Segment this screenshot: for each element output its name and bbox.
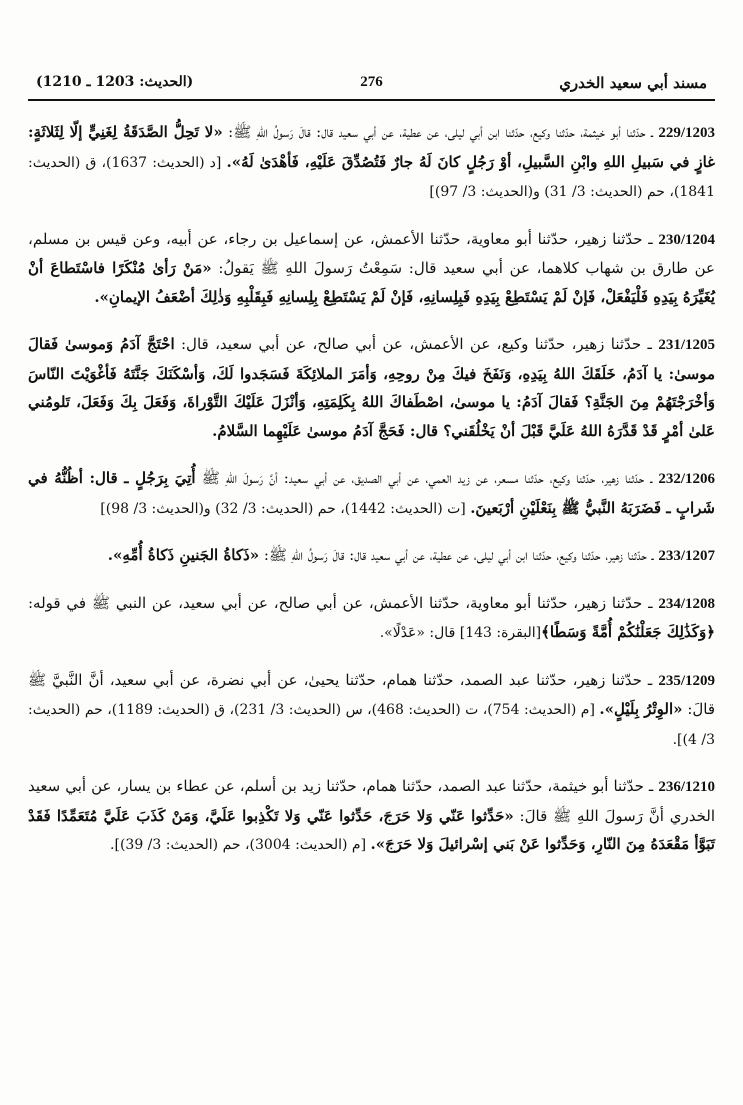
hadith-isnad: ـ حدّثنا أبو خيثمة، حدّثنا وكيع، حدّثنا ابن أبي ليلى، عن عطية، عن أبي سعيد قال: قالَ رَسولُ اللهِ ﷺ: (222, 123, 659, 141)
hadith-entry (28, 772, 715, 860)
hadith-number: 229/1203 (658, 125, 715, 141)
hadith-matn: احْتَجَّ آدَمُ وَموسىٰ فَقالَ موسىٰ: يا آدَمُ، خَلَقَكَ اللهُ بِيَدِهِ، وَنَفَخَ فيكَ مِنْ روحِهِ، وَأمَرَ الملائِكَةَ فَسَجَدوا لَكَ، وَأسْكَنَكَ جَنَّتَهُ فَأغْوَيْتَ النّاسَ وَأخْرَجْتَهُمْ مِنَ الجَنَّةِ؟ فَقالَ آدَمُ: يا موسىٰ، اصْطَفاكَ اللهُ بِكَلِمَتِهِ، وَأنْزَلَ عَلَيْكَ التَّوْراةَ، وَفَعَلَ بِكَ وَفَعَلَ، تَلومُني عَلىٰ أمْرٍ قَدْ قَدَّرَهُ اللهُ عَلَيَّ قَبْلَ أنْ يَخْلُقَني؟ قال: فَحَجَّ آدَمُ موسىٰ عَلَيْهِما السَّلامُ. (28, 335, 715, 440)
hadith-matn: «لا تَحِلُّ الصَّدَقَةُ لِغَنِيٍّ إلّا لِثَلاثَةٍ: غازٍ في سَبيلِ اللهِ وابْنِ السَّبيلِ، أوْ رَجُلٍ كانَ لَهُ جارٌ فَتُصُدِّقَ عَلَيْهِ، فَأهْدَىٰ لَهُ». (28, 123, 716, 171)
book-title: مسند أبي سعيد الخدري (559, 74, 707, 92)
hadith-number: 231/1205 (658, 337, 716, 353)
hadith-entry (28, 541, 715, 571)
hadith-matn: ﴿وَكَذَٰلِكَ جَعَلْنَٰكُمْ أُمَّةً وَسَطًا﴾ (541, 623, 715, 641)
hadith-isnad: ـ حدّثنا زهير، حدّثنا وكيع، حدّثنا ابن أبي ليلى، عن عطية، عن أبي سعيد قال: قالَ رَسولُ اللهِ ﷺ: (259, 546, 659, 564)
hadith-list (28, 118, 715, 860)
hadith-entry (28, 666, 715, 755)
hadith-matn: أُتِيَ بِرَجُلٍ ـ قال: أظُنُّهُ في شَرابٍ ـ فَضَرَبَهُ النَّبيُّ ﷺ بِنَعْلَيْنِ أرْبَعينَ. (28, 469, 715, 517)
hadith-references: [م (الحديث: 754)، ت (الحديث: 468)، س (الحديث: 3/ 231)، ق (الحديث: 1189)، حم (الحديث: 3/ 4)]. (28, 702, 715, 748)
hadith-isnad: ـ حدّثنا زهير، حدّثنا وكيع، حدّثنا مسعر، عن زيد العمي، عن أبي الصديق، عن أبي سعيد: أنَّ رَسولَ اللهِ ﷺ (195, 469, 659, 487)
hadith-matn: «مَنْ رَأىٰ مُنْكَرًا فاسْتَطاعَ أنْ يُغَيِّرَهُ بِيَدِهِ فَلْيَفْعَلْ، فَإنْ لَمْ يَسْتَطِعْ بِيَدِهِ فَبِلِسانِهِ، فَإنْ لَمْ يَسْتَطِعْ بِلِسانِهِ فَبِقَلْبِهِ وَذٰلِكَ أضْعَفُ الإيمانِ». (28, 259, 715, 306)
hadith-matn: «حَدِّثوا عَنّي وَلا حَرَجَ، حَدِّثوا عَنّي وَلا تَكْذِبوا عَلَيَّ، وَمَنْ كَذَبَ عَلَيَّ مُتَعَمِّدًا فَقَدْ تَبَوَّأ مَقْعَدَهُ مِنَ النّارِ، وَحَدِّثوا عَنْ بَني إسْرائيلَ وَلا حَرَجَ». (28, 806, 715, 853)
hadith-isnad: ـ حدّثنا زهير، حدّثنا أبو معاوية، حدّثنا الأعمش، عن أبي صالح، عن أبي سعيد، عن النبي ﷺ في قوله: (28, 593, 659, 612)
hadith-number: 232/1206 (658, 471, 715, 487)
hadith-isnad: ـ حدّثنا أبو خيثمة، حدّثنا عبد الصمد، حدّثنا همام، حدّثنا زيد بن أسلم، عن عطاء بن يسار، عن أبي سعيد الخدري أنَّ رَسولَ اللهِ ﷺ قالَ: (28, 777, 715, 825)
hadith-number: 235/1209 (658, 672, 715, 689)
hadith-isnad: ـ حدّثنا زهير، حدّثنا عبد الصمد، حدّثنا همام، حدّثنا يحيىٰ، عن أبي نضرة، عن أبي سعيد، أنَّ النَّبيَّ ﷺ قالَ: (28, 670, 716, 718)
hadith-references: [ت (الحديث: 1442)، حم (الحديث: 3/ 32) و(الحديث: 3/ 98)] (100, 500, 471, 517)
hadith-entry (28, 118, 715, 207)
hadith-entry (28, 589, 715, 648)
hadith-matn: «الوِتْرُ بِلَيْلٍ». (599, 700, 683, 718)
page-number: 276 (360, 74, 383, 90)
hadith-number: 236/1210 (658, 779, 715, 795)
hadith-number: 234/1208 (658, 595, 715, 612)
hadith-number: 233/1207 (658, 548, 715, 564)
hadith-references: [د (الحديث: 1637)، ق (الحديث: 1841)، حم (الحديث: 3/ 31) و(الحديث: 3/ 97)] (28, 154, 715, 200)
hadith-isnad: ـ حدّثنا زهير، حدّثنا وكيع، عن الأعمش، عن أبي صالح، عن أبي سعيد، قال: (174, 335, 659, 353)
header-divider (28, 99, 715, 101)
hadith-isnad: ـ حدّثنا زهير، حدّثنا أبو معاوية، حدّثنا الأعمش، عن إسماعيل بن رجاء، عن أبيه، وعن قيس بن مسلم، عن طارق بن شهاب كلاهما، عن أبي سعيد قال: سَمِعْتُ رَسولَ اللهِ ﷺ يَقولُ: (28, 229, 715, 277)
hadith-entry (28, 225, 715, 313)
hadith-number: 230/1204 (658, 231, 715, 248)
hadith-range: (الحديث: 1203 ـ 1210) (36, 74, 194, 90)
hadith-entry (28, 330, 715, 446)
hadith-references: [البقرة: 143] قال: «عَدْلًا». (379, 625, 542, 641)
hadith-matn: «ذَكاةُ الجَنينِ ذَكاةُ أُمِّهِ». (107, 546, 260, 564)
page-header (28, 0, 715, 92)
hadith-entry (28, 464, 715, 523)
hadith-references: [م (الحديث: 3004)، حم (الحديث: 3/ 39)]. (110, 837, 371, 853)
